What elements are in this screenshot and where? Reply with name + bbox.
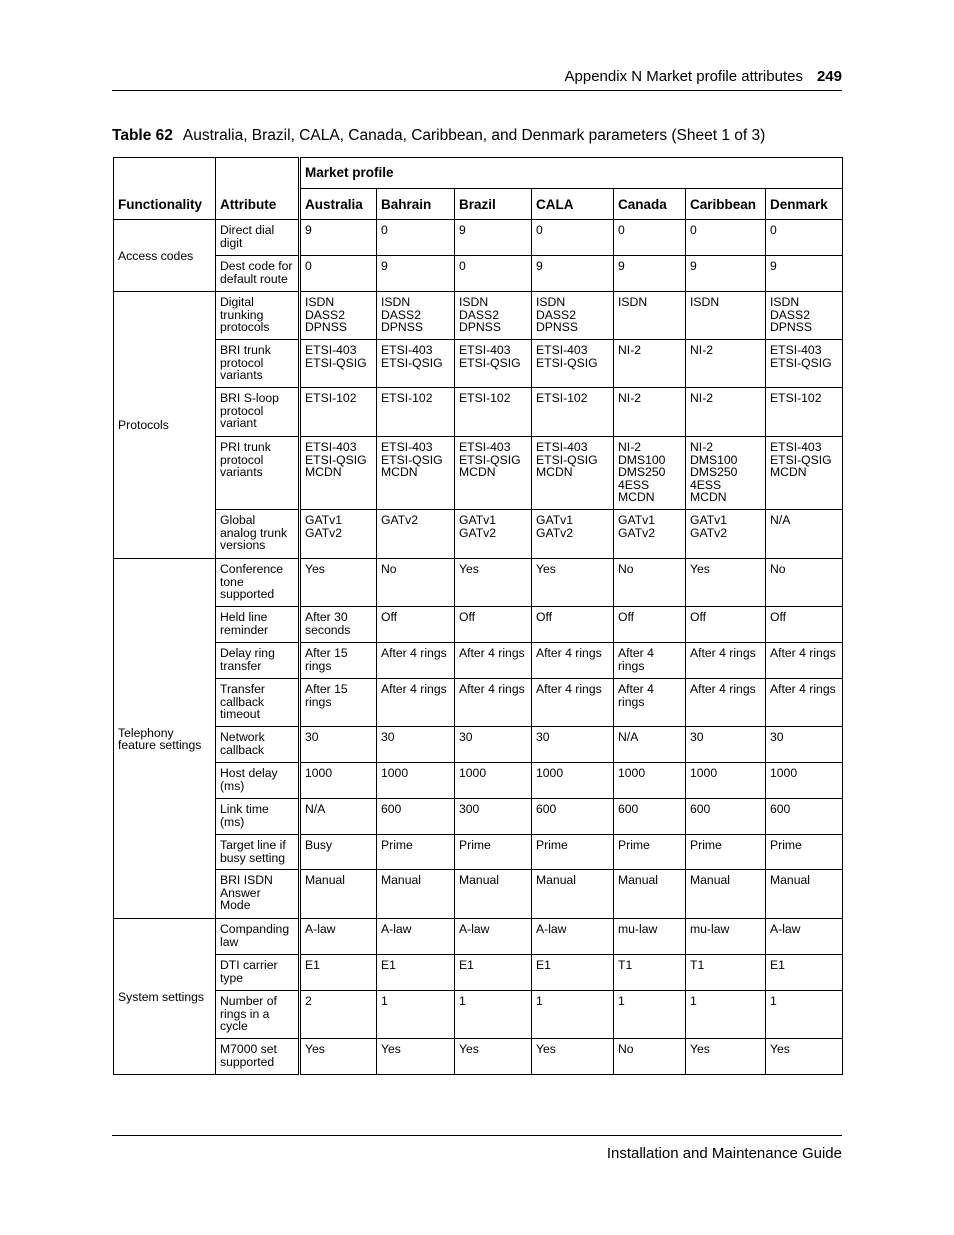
value-cell: NI-2 bbox=[614, 388, 686, 437]
table-row bbox=[114, 220, 843, 256]
value-cell: Yes bbox=[686, 1039, 766, 1075]
table-row bbox=[114, 607, 843, 643]
value-line: ETSI-403 bbox=[381, 343, 433, 357]
market-profile-header: Market profile bbox=[300, 158, 843, 189]
attribute-cell: M7000 set supported bbox=[216, 1039, 300, 1075]
value-cell: After 4 rings bbox=[614, 643, 686, 679]
attribute-cell: Conference tone supported bbox=[216, 559, 300, 607]
value-cell: E1 bbox=[300, 955, 377, 991]
value-cell: Yes bbox=[300, 1039, 377, 1075]
attribute-cell: Direct dial digit bbox=[216, 220, 300, 256]
value-line: ETSI-403 bbox=[459, 440, 511, 454]
value-cell: After 4 rings bbox=[686, 643, 766, 679]
value-line: ISDN bbox=[459, 295, 489, 309]
value-line: DASS2 bbox=[459, 307, 499, 322]
column-header-attribute: Attribute bbox=[216, 158, 300, 220]
value-cell: Prime bbox=[455, 835, 532, 870]
value-cell: No bbox=[614, 1039, 686, 1075]
table-number: Table 62 bbox=[112, 127, 173, 144]
value-cell: 600 bbox=[686, 799, 766, 835]
value-line: ETSI-QSIG bbox=[770, 355, 832, 370]
value-cell: A-law bbox=[766, 919, 843, 955]
value-cell: Prime bbox=[532, 835, 614, 870]
value-line: DASS2 bbox=[305, 307, 345, 322]
value-cell bbox=[377, 340, 455, 388]
value-cell: 9 bbox=[455, 220, 532, 256]
value-cell: E1 bbox=[766, 955, 843, 991]
header-text bbox=[565, 68, 842, 85]
table-row bbox=[114, 955, 843, 991]
value-cell: 9 bbox=[377, 256, 455, 292]
value-cell: T1 bbox=[614, 955, 686, 991]
attribute-cell: Dest code for default route bbox=[216, 256, 300, 292]
value-cell bbox=[686, 510, 766, 559]
value-line: ETSI-403 bbox=[305, 440, 357, 454]
value-cell: A-law bbox=[455, 919, 532, 955]
value-line: ISDN bbox=[305, 295, 335, 309]
value-cell: E1 bbox=[532, 955, 614, 991]
value-cell: Manual bbox=[614, 870, 686, 919]
value-cell: After 4 rings bbox=[766, 643, 843, 679]
value-cell: 600 bbox=[377, 799, 455, 835]
value-cell: 9 bbox=[766, 256, 843, 292]
value-cell: After 15 rings bbox=[300, 643, 377, 679]
value-cell: 1 bbox=[377, 991, 455, 1039]
value-cell: ISDN bbox=[614, 292, 686, 340]
value-cell bbox=[614, 510, 686, 559]
value-line: ETSI-403 bbox=[536, 440, 588, 454]
value-cell: After 4 rings bbox=[766, 679, 843, 727]
table-row bbox=[114, 835, 843, 870]
attribute-cell: DTI carrier type bbox=[216, 955, 300, 991]
value-cell: Yes bbox=[532, 559, 614, 607]
attribute-cell: Delay ring transfer bbox=[216, 643, 300, 679]
value-cell bbox=[532, 510, 614, 559]
value-cell: 2 bbox=[300, 991, 377, 1039]
value-cell: mu-law bbox=[686, 919, 766, 955]
value-cell: After 4 rings bbox=[377, 679, 455, 727]
attribute-cell: BRI S-loop protocol variant bbox=[216, 388, 300, 437]
value-line: NI-2 bbox=[690, 440, 714, 454]
value-cell bbox=[686, 437, 766, 510]
value-line: DPNSS bbox=[381, 320, 423, 334]
value-cell: A-law bbox=[377, 919, 455, 955]
value-cell: 0 bbox=[377, 220, 455, 256]
value-line: DPNSS bbox=[459, 320, 501, 334]
column-header-functionality: Functionality bbox=[114, 158, 216, 220]
column-header-market: Brazil bbox=[455, 189, 532, 220]
functionality-cell: Telephony feature settings bbox=[114, 559, 216, 919]
value-cell: After 15 rings bbox=[300, 679, 377, 727]
value-cell: ETSI-102 bbox=[455, 388, 532, 437]
value-cell: 0 bbox=[614, 220, 686, 256]
value-cell: 0 bbox=[766, 220, 843, 256]
value-cell: Busy bbox=[300, 835, 377, 870]
value-cell: N/A bbox=[300, 799, 377, 835]
value-line: ISDN bbox=[536, 295, 566, 309]
value-line: NI-2 bbox=[618, 440, 642, 454]
value-cell: NI-2 bbox=[686, 340, 766, 388]
value-cell: 1000 bbox=[766, 763, 843, 799]
value-cell: Yes bbox=[532, 1039, 614, 1075]
value-cell: 0 bbox=[532, 220, 614, 256]
table-row bbox=[114, 919, 843, 955]
value-cell: 1000 bbox=[532, 763, 614, 799]
value-line: ETSI-QSIG bbox=[536, 452, 598, 467]
value-cell: Yes bbox=[766, 1039, 843, 1075]
value-cell: N/A bbox=[766, 510, 843, 559]
value-line: GATv1 bbox=[618, 513, 656, 527]
value-cell: 1 bbox=[614, 991, 686, 1039]
value-cell: After 4 rings bbox=[686, 679, 766, 727]
value-cell: 9 bbox=[686, 256, 766, 292]
attribute-cell: Host delay (ms) bbox=[216, 763, 300, 799]
functionality-cell: Access codes bbox=[114, 220, 216, 292]
attribute-cell: Target line if busy setting bbox=[216, 835, 300, 870]
value-line: DMS250 bbox=[618, 465, 666, 479]
attribute-cell: Global analog trunk versions bbox=[216, 510, 300, 559]
value-line: ISDN bbox=[770, 295, 800, 309]
value-cell: T1 bbox=[686, 955, 766, 991]
value-cell: Manual bbox=[377, 870, 455, 919]
value-cell: 9 bbox=[300, 220, 377, 256]
column-header-market: Bahrain bbox=[377, 189, 455, 220]
value-cell: NI-2 bbox=[686, 388, 766, 437]
value-line: MCDN bbox=[618, 490, 655, 504]
column-header-market: Denmark bbox=[766, 189, 843, 220]
value-cell: No bbox=[614, 559, 686, 607]
value-cell: mu-law bbox=[614, 919, 686, 955]
value-cell: 1 bbox=[766, 991, 843, 1039]
value-cell: 600 bbox=[532, 799, 614, 835]
value-cell: Off bbox=[614, 607, 686, 643]
value-cell: Off bbox=[532, 607, 614, 643]
value-cell: ISDN bbox=[686, 292, 766, 340]
value-cell: 1000 bbox=[300, 763, 377, 799]
value-cell: A-law bbox=[532, 919, 614, 955]
value-line: MCDN bbox=[770, 465, 807, 479]
value-line: DPNSS bbox=[305, 320, 347, 334]
column-header-market: Australia bbox=[300, 189, 377, 220]
value-cell: Yes bbox=[686, 559, 766, 607]
value-line: ISDN bbox=[381, 295, 411, 309]
value-line: GATv2 bbox=[305, 525, 343, 540]
value-cell bbox=[532, 292, 614, 340]
value-cell bbox=[300, 437, 377, 510]
attribute-cell: BRI ISDN Answer Mode bbox=[216, 870, 300, 919]
value-cell: Yes bbox=[455, 1039, 532, 1075]
value-cell: ETSI-102 bbox=[377, 388, 455, 437]
table-row bbox=[114, 340, 843, 388]
value-cell bbox=[455, 292, 532, 340]
value-line: ETSI-403 bbox=[536, 343, 588, 357]
value-cell bbox=[377, 437, 455, 510]
value-cell: 1000 bbox=[614, 763, 686, 799]
table-row bbox=[114, 256, 843, 292]
value-cell: Manual bbox=[686, 870, 766, 919]
attribute-cell: Digital trunking protocols bbox=[216, 292, 300, 340]
header-section: Appendix N Market profile attributes bbox=[564, 68, 803, 85]
attribute-cell: Companding law bbox=[216, 919, 300, 955]
footer-title: Installation and Maintenance Guide bbox=[606, 1145, 842, 1162]
value-cell bbox=[766, 292, 843, 340]
table-row bbox=[114, 991, 843, 1039]
value-cell: After 4 rings bbox=[455, 643, 532, 679]
value-cell: 9 bbox=[532, 256, 614, 292]
value-cell: ETSI-102 bbox=[300, 388, 377, 437]
value-cell: 30 bbox=[377, 727, 455, 763]
value-line: ETSI-QSIG bbox=[305, 452, 367, 467]
column-header-market: Canada bbox=[614, 189, 686, 220]
table-row bbox=[114, 727, 843, 763]
market-profile-table bbox=[113, 157, 843, 1075]
value-line: ETSI-403 bbox=[305, 343, 357, 357]
value-cell bbox=[300, 510, 377, 559]
value-cell: 9 bbox=[614, 256, 686, 292]
value-cell: Yes bbox=[455, 559, 532, 607]
column-header-market: Caribbean bbox=[686, 189, 766, 220]
value-cell: 30 bbox=[300, 727, 377, 763]
value-line: ETSI-QSIG bbox=[381, 355, 443, 370]
value-line: MCDN bbox=[381, 465, 418, 479]
value-cell: 1 bbox=[532, 991, 614, 1039]
attribute-cell: Transfer callback timeout bbox=[216, 679, 300, 727]
value-cell: Manual bbox=[300, 870, 377, 919]
value-cell: A-law bbox=[300, 919, 377, 955]
value-cell: Prime bbox=[686, 835, 766, 870]
value-line: 4ESS bbox=[618, 477, 650, 492]
value-cell: 30 bbox=[686, 727, 766, 763]
value-line: DMS100 bbox=[618, 452, 666, 467]
value-line: ETSI-403 bbox=[770, 440, 822, 454]
value-line: GATv1 bbox=[459, 513, 497, 527]
value-cell: After 4 rings bbox=[377, 643, 455, 679]
value-line: ETSI-QSIG bbox=[459, 452, 521, 467]
value-line: GATv2 bbox=[536, 525, 574, 540]
table-row bbox=[114, 292, 843, 340]
value-cell bbox=[532, 340, 614, 388]
value-cell bbox=[455, 437, 532, 510]
table-row bbox=[114, 643, 843, 679]
value-line: GATv2 bbox=[459, 525, 497, 540]
value-cell: Prime bbox=[766, 835, 843, 870]
value-line: MCDN bbox=[536, 465, 573, 479]
value-cell: 1 bbox=[686, 991, 766, 1039]
value-cell bbox=[455, 340, 532, 388]
value-cell: 1000 bbox=[686, 763, 766, 799]
value-line: GATv2 bbox=[618, 525, 656, 540]
value-cell: 0 bbox=[455, 256, 532, 292]
value-cell: No bbox=[766, 559, 843, 607]
value-cell: Manual bbox=[532, 870, 614, 919]
value-cell: Off bbox=[686, 607, 766, 643]
value-cell: Prime bbox=[377, 835, 455, 870]
value-cell: 1 bbox=[455, 991, 532, 1039]
value-cell: Prime bbox=[614, 835, 686, 870]
value-cell: 30 bbox=[766, 727, 843, 763]
table-row bbox=[114, 763, 843, 799]
value-line: ETSI-403 bbox=[459, 343, 511, 357]
value-line: GATv1 bbox=[305, 513, 343, 527]
value-cell: ETSI-102 bbox=[766, 388, 843, 437]
value-line: MCDN bbox=[690, 490, 727, 504]
value-cell: N/A bbox=[614, 727, 686, 763]
value-line: MCDN bbox=[305, 465, 342, 479]
value-cell: 600 bbox=[766, 799, 843, 835]
value-line: DASS2 bbox=[381, 307, 421, 322]
value-line: GATv2 bbox=[690, 525, 728, 540]
value-line: ETSI-403 bbox=[770, 343, 822, 357]
value-cell bbox=[455, 510, 532, 559]
value-cell: Manual bbox=[455, 870, 532, 919]
value-line: ETSI-QSIG bbox=[459, 355, 521, 370]
table-row bbox=[114, 1039, 843, 1075]
header-rule bbox=[112, 90, 842, 91]
value-cell: 300 bbox=[455, 799, 532, 835]
value-cell bbox=[532, 437, 614, 510]
value-line: DASS2 bbox=[770, 307, 810, 322]
value-cell: Yes bbox=[377, 1039, 455, 1075]
value-cell: 1000 bbox=[455, 763, 532, 799]
value-line: MCDN bbox=[459, 465, 496, 479]
value-cell bbox=[377, 292, 455, 340]
value-cell: After 4 rings bbox=[532, 679, 614, 727]
table-caption bbox=[112, 127, 765, 145]
value-cell: 30 bbox=[455, 727, 532, 763]
value-line: DMS100 bbox=[690, 452, 738, 467]
value-cell: No bbox=[377, 559, 455, 607]
value-line: ETSI-QSIG bbox=[536, 355, 598, 370]
attribute-cell: Link time (ms) bbox=[216, 799, 300, 835]
value-cell bbox=[300, 292, 377, 340]
value-cell: After 30 seconds bbox=[300, 607, 377, 643]
value-line: ETSI-QSIG bbox=[381, 452, 443, 467]
table-title: Australia, Brazil, CALA, Canada, Caribbean, and Denmark parameters (Sheet 1 of 3) bbox=[182, 127, 766, 144]
attribute-cell: BRI trunk protocol variants bbox=[216, 340, 300, 388]
page-number: 249 bbox=[816, 68, 842, 85]
value-cell bbox=[766, 340, 843, 388]
value-cell: GATv2 bbox=[377, 510, 455, 559]
value-cell: Yes bbox=[300, 559, 377, 607]
value-line: ETSI-QSIG bbox=[305, 355, 367, 370]
value-cell: After 4 rings bbox=[532, 643, 614, 679]
footer-rule bbox=[112, 1135, 842, 1136]
value-line: GATv1 bbox=[536, 513, 574, 527]
value-cell: 1000 bbox=[377, 763, 455, 799]
value-line: ETSI-403 bbox=[381, 440, 433, 454]
value-cell: Manual bbox=[766, 870, 843, 919]
value-cell: 600 bbox=[614, 799, 686, 835]
value-cell bbox=[614, 437, 686, 510]
value-cell: After 4 rings bbox=[455, 679, 532, 727]
value-cell: 0 bbox=[686, 220, 766, 256]
attribute-cell: Number of rings in a cycle bbox=[216, 991, 300, 1039]
value-line: DPNSS bbox=[770, 320, 812, 334]
table-row bbox=[114, 559, 843, 607]
value-line: ETSI-QSIG bbox=[770, 452, 832, 467]
attribute-cell: Held line reminder bbox=[216, 607, 300, 643]
table-row bbox=[114, 388, 843, 437]
running-header bbox=[112, 66, 842, 90]
value-cell bbox=[766, 437, 843, 510]
value-line: 4ESS bbox=[690, 477, 722, 492]
value-cell: 30 bbox=[532, 727, 614, 763]
attribute-cell: PRI trunk protocol variants bbox=[216, 437, 300, 510]
table-row bbox=[114, 437, 843, 510]
value-cell: Off bbox=[766, 607, 843, 643]
header-row-group bbox=[114, 158, 843, 189]
value-cell: E1 bbox=[455, 955, 532, 991]
value-cell bbox=[300, 340, 377, 388]
table-row bbox=[114, 870, 843, 919]
value-line: DMS250 bbox=[690, 465, 738, 479]
value-cell: After 4 rings bbox=[614, 679, 686, 727]
value-cell: NI-2 bbox=[614, 340, 686, 388]
value-cell: 0 bbox=[300, 256, 377, 292]
value-line: DASS2 bbox=[536, 307, 576, 322]
value-cell: Off bbox=[377, 607, 455, 643]
value-line: GATv1 bbox=[690, 513, 728, 527]
table-row bbox=[114, 679, 843, 727]
table-row bbox=[114, 510, 843, 559]
table-row bbox=[114, 799, 843, 835]
functionality-cell: Protocols bbox=[114, 292, 216, 559]
value-cell: ETSI-102 bbox=[532, 388, 614, 437]
functionality-cell: System settings bbox=[114, 919, 216, 1075]
value-cell: Off bbox=[455, 607, 532, 643]
value-line: DPNSS bbox=[536, 320, 578, 334]
value-cell: E1 bbox=[377, 955, 455, 991]
attribute-cell: Network callback bbox=[216, 727, 300, 763]
column-header-market: CALA bbox=[532, 189, 614, 220]
